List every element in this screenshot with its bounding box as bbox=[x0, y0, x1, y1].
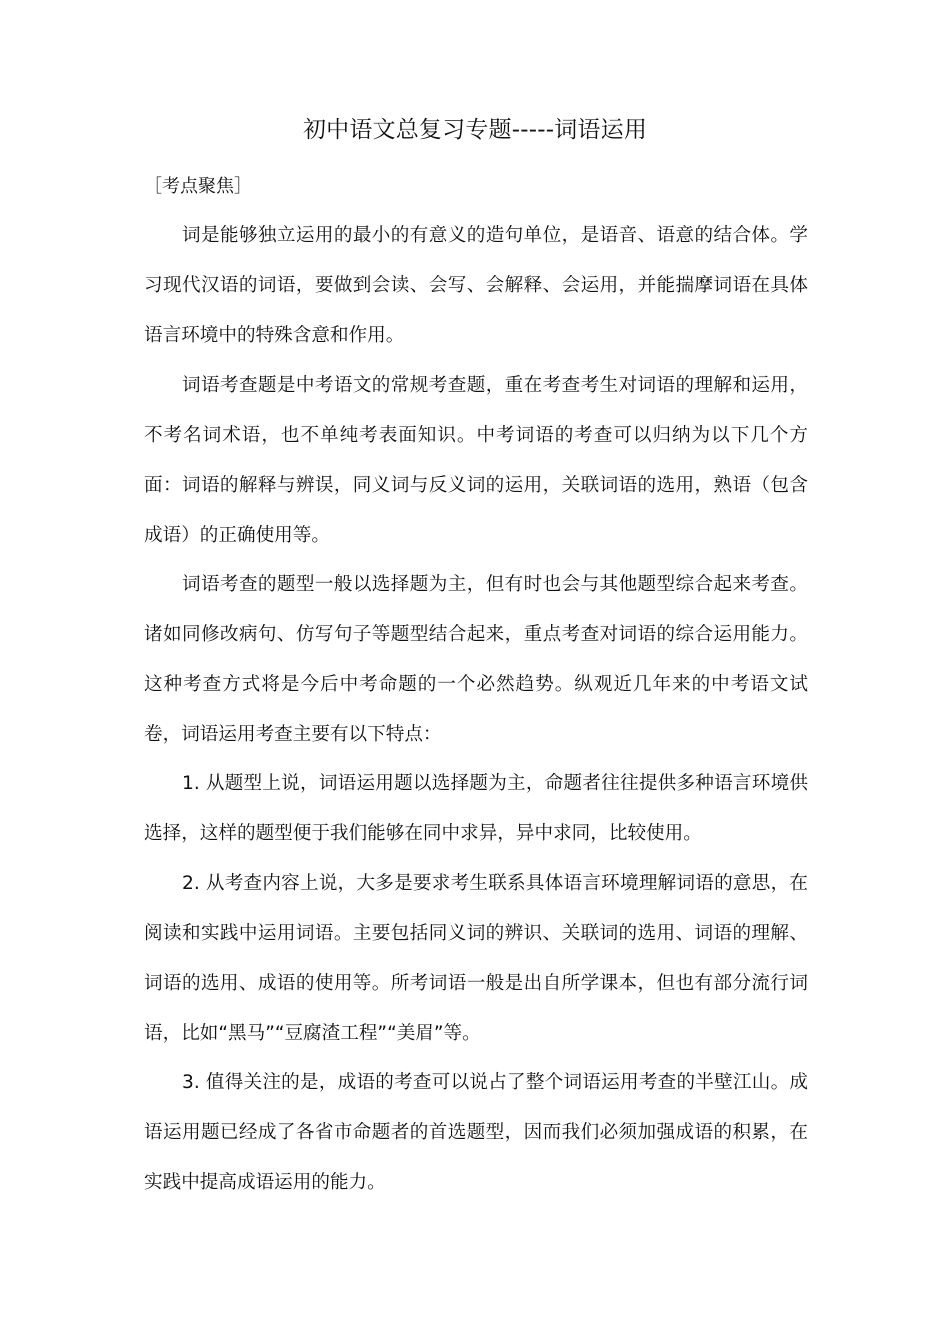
paragraph-point-1: 1. 从题型上说，词语运用题以选择题为主，命题者往往提供多种语言环境供选择，这样的题型便于我们能够在同中求异，异中求同，比较使用。 bbox=[144, 773, 808, 844]
section-label: ［考点聚焦］ bbox=[144, 176, 252, 197]
paragraph-exam-overview: 词语考查题是中考语文的常规考查题，重在考查考生对词语的理解和运用，不考名词术语，也不单纯考表面知识。中考词语的考查可以归纳为以下几个方面：词语的解释与辨误，同义词与反义词的运用，关联词语的选用，熟语（包含成语）的正确使用等。 bbox=[144, 375, 808, 546]
document-title: 初中语文总复习专题-----词语运用 bbox=[302, 117, 648, 143]
paragraph-question-types: 词语考查的题型一般以选择题为主，但有时也会与其他题型综合起来考查。诸如同修改病句、仿写句子等题型结合起来，重点考查对词语的综合运用能力。这种考查方式将是今后中考命题的一个必然趋势。纵观近几年来的中考语文试卷，词语运用考查主要有以下特点： bbox=[144, 574, 808, 745]
paragraph-point-3: 3. 值得关注的是，成语的考查可以说占了整个词语运用考查的半壁江山。成语运用题已经成了各省市命题者的首选题型，因而我们必须加强成语的积累，在实践中提高成语运用的能力。 bbox=[144, 1072, 808, 1193]
paragraph-intro: 词是能够独立运用的最小的有意义的造句单位，是语音、语意的结合体。学习现代汉语的词语，要做到会读、会写、会解释、会运用，并能揣摩词语在具体语言环境中的特殊含意和作用。 bbox=[144, 225, 808, 346]
paragraph-point-2: 2. 从考查内容上说，大多是要求考生联系具体语言环境理解词语的意思，在阅读和实践中运用词语。主要包括同义词的辨识、关联词的选用、词语的理解、词语的选用、成语的使用等。所考词语一般是出自所学课本，但也有部分流行词语，比如“黑马”“豆腐渣工程”“美眉”等。 bbox=[144, 873, 808, 1044]
